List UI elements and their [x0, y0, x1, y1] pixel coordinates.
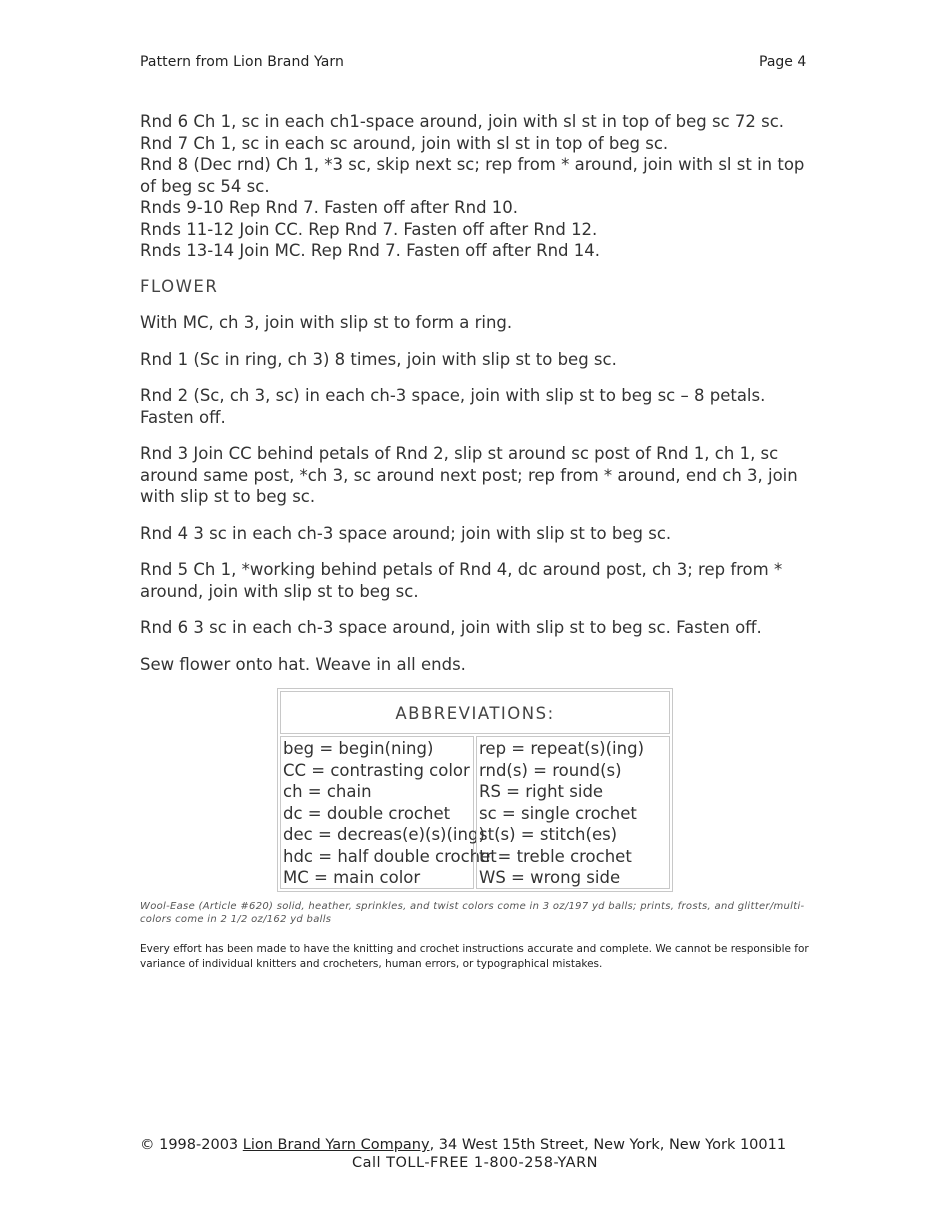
abbreviations-left-column: [280, 736, 497, 889]
abbreviation-entry: tr = treble crochet: [479, 846, 632, 866]
address-text: , 34 West 15th Street, New York, New York 10011: [429, 1137, 787, 1153]
round-line: Rnds 11-12 Join CC. Rep Rnd 7. Fasten off after Rnd 12.: [140, 219, 598, 239]
flower-step: Rnd 5 Ch 1, *working behind petals of Rnd 4, dc around post, ch 3; rep from * around, join with slip st to beg sc.: [140, 560, 783, 601]
abbreviation-entry: hdc = half double crochet: [283, 846, 497, 866]
abbreviation-entry: WS = wrong side: [479, 868, 621, 887]
abbreviation-entry: ch = chain: [283, 782, 372, 801]
abbreviation-entry: beg = begin(ning): [283, 739, 434, 758]
round-line: Rnds 9-10 Rep Rnd 7. Fasten off after Rnd 10.: [140, 198, 519, 217]
abbreviation-entry: st(s) = stitch(es): [479, 825, 618, 844]
flower-step: Rnd 1 (Sc in ring, ch 3) 8 times, join with slip st to beg sc.: [140, 349, 617, 369]
abbreviation-entry: CC = contrasting color: [283, 760, 470, 780]
abbreviation-entry: dec = decreas(e)(s)(ing): [283, 825, 485, 844]
round-line: Rnds 13-14 Join MC. Rep Rnd 7. Fasten off after Rnd 14.: [140, 241, 601, 260]
abbreviation-entry: rep = repeat(s)(ing): [479, 739, 644, 758]
abbreviation-entry: rnd(s) = round(s): [479, 760, 622, 780]
disclaimer: Every effort has been made to have the knitting and crochet instructions accurate and complete. We cannot be responsible for variance of individual knitters and crocheters, human errors, or typographical mistakes.: [140, 943, 809, 970]
flower-heading: FLOWER: [140, 276, 219, 296]
footer-copyright-line: [140, 1137, 786, 1153]
pattern-body: [140, 111, 815, 675]
yarn-note: Wool-Ease (Article #620) solid, heather, sprinkles, and twist colors come in 3 oz/197 yd balls; prints, frosts, and glitter/multi-colors come in 2 1/2 oz/162 yd balls: [140, 901, 805, 925]
flower-step: Rnd 3 Join CC behind petals of Rnd 2, slip st around sc post of Rnd 1, ch 1, sc around same post, *ch 3, sc around next post; rep from * around, end ch 3, join with slip st to beg sc.: [140, 444, 798, 506]
abbreviations-right-column: [476, 736, 670, 889]
round-line: Rnd 8 (Dec rnd) Ch 1, *3 sc, skip next sc; rep from * around, join with sl st in top of beg sc 54 sc.: [140, 155, 805, 196]
flower-step: Rnd 2 (Sc, ch 3, sc) in each ch-3 space, join with slip st to beg sc – 8 petals. Fasten off.: [140, 386, 766, 427]
flower-step: With MC, ch 3, join with slip st to form a ring.: [140, 313, 513, 332]
abbreviation-entry: MC = main color: [283, 868, 421, 887]
abbreviation-entry: RS = right side: [479, 782, 604, 801]
flower-step: Rnd 4 3 sc in each ch-3 space around; join with slip st to beg sc.: [140, 523, 672, 543]
abbreviations-heading: ABBREVIATIONS:: [280, 691, 670, 734]
company-link[interactable]: Lion Brand Yarn Company: [242, 1137, 430, 1153]
copyright-text: © 1998-2003: [140, 1137, 243, 1153]
flower-step: Rnd 6 3 sc in each ch-3 space around, join with slip st to beg sc. Fasten off.: [140, 618, 762, 637]
round-line: Rnd 6 Ch 1, sc in each ch1-space around, join with sl st in top of beg sc 72 sc.: [140, 112, 785, 131]
abbreviation-entry: sc = single crochet: [479, 803, 637, 823]
header-title: Pattern from Lion Brand Yarn: [140, 54, 344, 70]
abbreviation-entry: dc = double crochet: [283, 803, 451, 823]
flower-step: Sew flower onto hat. Weave in all ends.: [140, 654, 466, 674]
abbreviations-table: [277, 688, 673, 892]
page-number: Page 4: [759, 54, 807, 70]
round-line: Rnd 7 Ch 1, sc in each sc around, join with sl st in top of beg sc.: [140, 133, 669, 153]
footer-phone: Call TOLL-FREE 1-800-258-YARN: [351, 1155, 599, 1171]
